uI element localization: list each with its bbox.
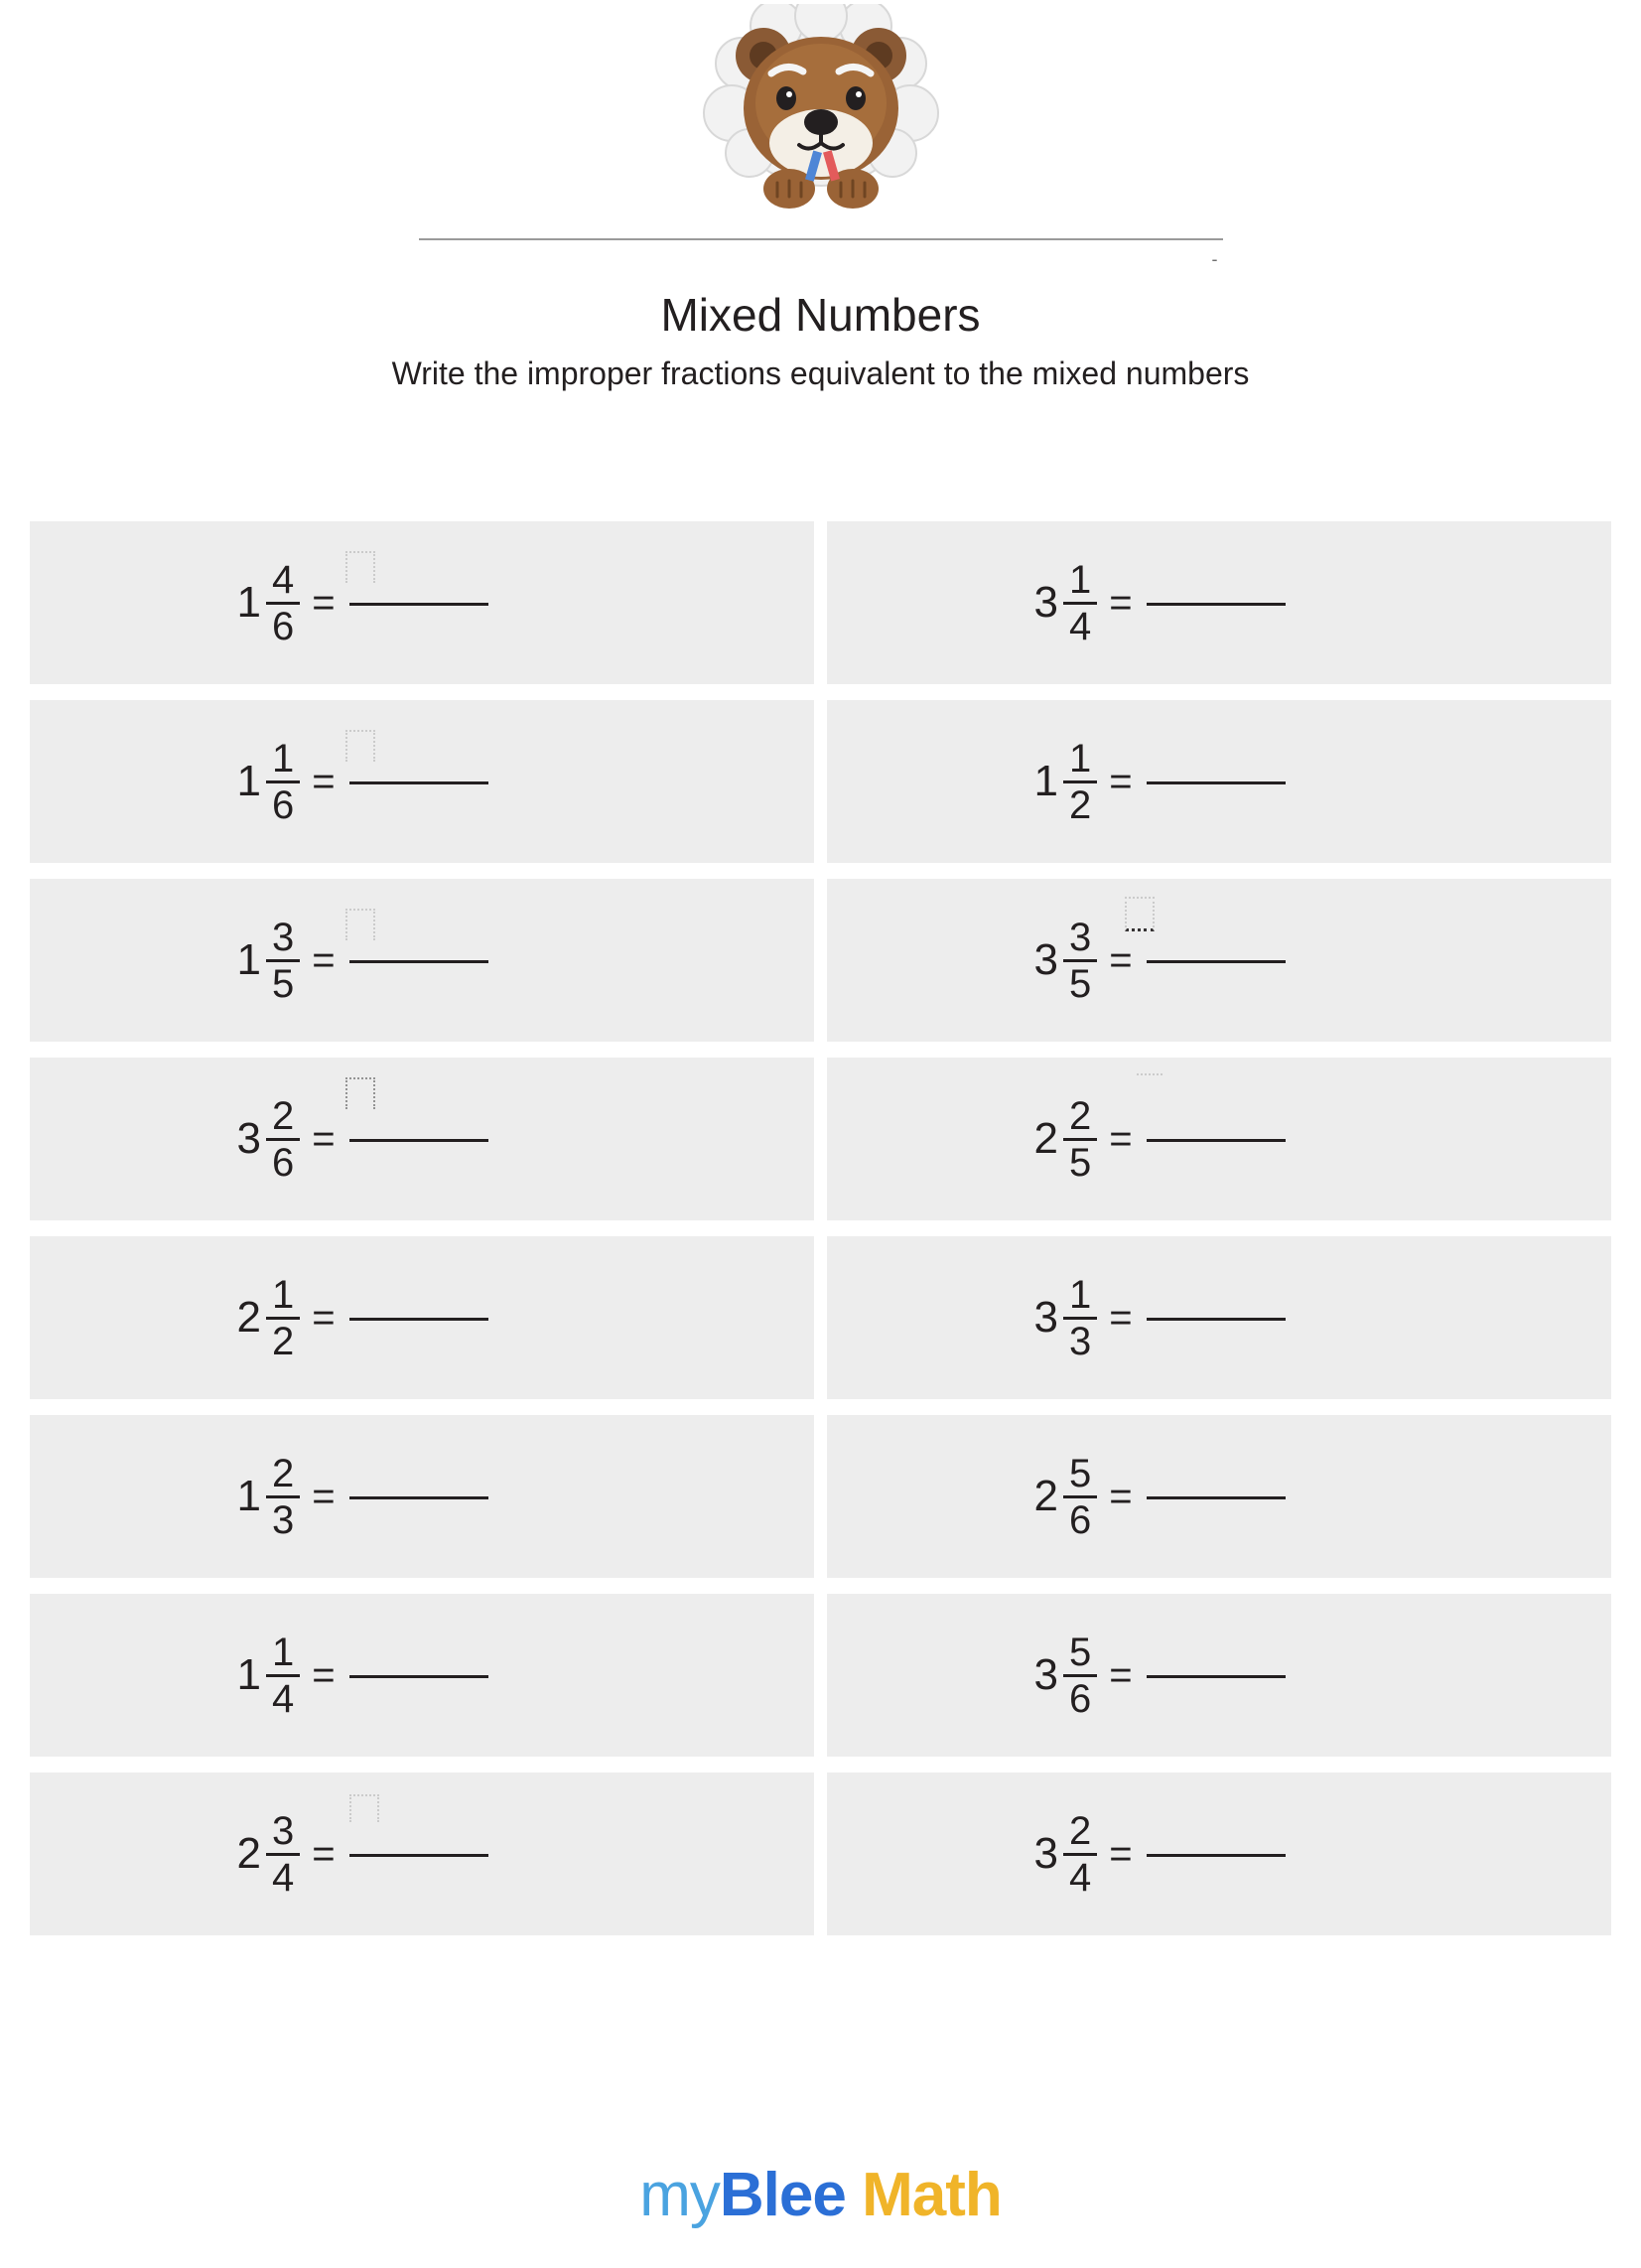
equals-sign: =	[312, 1116, 336, 1161]
answer-blank[interactable]	[349, 1318, 488, 1321]
answer-blank[interactable]	[349, 1854, 488, 1857]
numerator: 4	[271, 557, 295, 602]
denominator: 6	[271, 1140, 295, 1185]
denominator: 4	[271, 1855, 295, 1900]
denominator: 5	[1068, 961, 1092, 1006]
denominator: 6	[1068, 1676, 1092, 1721]
whole-number: 3	[1033, 1293, 1058, 1342]
equals-sign: =	[1109, 1831, 1133, 1876]
numerator: 1	[271, 1272, 295, 1317]
logo-text-my: my	[639, 2161, 720, 2229]
numerator: 5	[1068, 1630, 1092, 1674]
answer-blank[interactable]	[1147, 960, 1286, 963]
denominator: 6	[271, 604, 295, 648]
exercise-item	[827, 1236, 1611, 1399]
numerator: 1	[271, 1630, 295, 1674]
answer-blank[interactable]	[349, 1496, 488, 1499]
exercise-item	[30, 879, 814, 1042]
page-subtitle: Write the improper fractions equivalent to the mixed numbers	[391, 355, 1250, 391]
equals-sign: =	[1109, 580, 1133, 625]
exercise-item	[30, 1772, 814, 1935]
denominator: 4	[271, 1676, 295, 1721]
answer-blank[interactable]	[1147, 603, 1286, 606]
numerator: 3	[271, 1808, 295, 1853]
numerator: 3	[271, 915, 295, 959]
whole-number: 3	[1033, 1650, 1058, 1699]
fraction	[1063, 1094, 1097, 1185]
exercise-item	[827, 1415, 1611, 1578]
equals-sign: =	[312, 1831, 336, 1876]
equals-sign: =	[1109, 1652, 1133, 1697]
exercise-item	[827, 1772, 1611, 1935]
answer-blank[interactable]	[349, 1139, 488, 1142]
exercise-item	[30, 1415, 814, 1578]
equals-sign: =	[1109, 1474, 1133, 1518]
fraction	[266, 1094, 300, 1185]
numerator: 5	[1068, 1451, 1092, 1495]
answer-blank[interactable]	[1147, 1318, 1286, 1321]
whole-number: 1	[236, 935, 261, 984]
denominator: 3	[1068, 1319, 1092, 1363]
logo-text-blee: Blee	[719, 2161, 846, 2229]
denominator: 4	[1068, 1855, 1092, 1900]
answer-blank[interactable]	[349, 603, 488, 606]
equals-sign: =	[312, 1295, 336, 1340]
exercise-item	[827, 521, 1611, 684]
numerator: 1	[271, 736, 295, 780]
denominator: 2	[1068, 782, 1092, 827]
fraction	[1063, 1809, 1097, 1900]
exercise-item	[30, 1236, 814, 1399]
equals-sign: =	[1109, 1116, 1133, 1161]
equals-sign: =	[312, 1652, 336, 1697]
fraction	[1063, 1452, 1097, 1542]
denominator: 5	[1068, 1140, 1092, 1185]
numerator: 3	[1068, 915, 1092, 959]
numerator: 2	[271, 1093, 295, 1138]
brand-logo	[0, 2160, 1641, 2230]
whole-number: 1	[1033, 757, 1058, 805]
fraction	[266, 558, 300, 648]
answer-blank[interactable]	[349, 960, 488, 963]
fraction	[1063, 737, 1097, 827]
denominator: 6	[271, 782, 295, 827]
numerator: 2	[1068, 1093, 1092, 1138]
whole-number: 3	[1033, 1829, 1058, 1878]
exercise-item	[30, 700, 814, 863]
equals-sign: =	[312, 580, 336, 625]
fraction	[266, 1630, 300, 1721]
denominator: 4	[1068, 604, 1092, 648]
fraction	[266, 916, 300, 1006]
denominator: 5	[271, 961, 295, 1006]
fraction	[266, 1273, 300, 1363]
fraction	[1063, 558, 1097, 648]
fraction	[266, 737, 300, 827]
whole-number: 3	[236, 1114, 261, 1163]
answer-blank[interactable]	[1147, 781, 1286, 784]
header-divider	[419, 238, 1223, 240]
numerator: 1	[1068, 736, 1092, 780]
answer-blank[interactable]	[1147, 1854, 1286, 1857]
bear-mascot-icon	[672, 4, 970, 262]
equals-sign: =	[1109, 1295, 1133, 1340]
whole-number: 1	[236, 1650, 261, 1699]
exercise-item	[30, 1058, 814, 1220]
denominator: 2	[271, 1319, 295, 1363]
answer-blank[interactable]	[1147, 1496, 1286, 1499]
whole-number: 3	[1033, 578, 1058, 627]
numerator: 1	[1068, 557, 1092, 602]
equals-sign: =	[1109, 759, 1133, 803]
exercise-item	[827, 700, 1611, 863]
page-title: Mixed Numbers	[660, 289, 981, 341]
whole-number: 1	[236, 1472, 261, 1520]
fraction	[266, 1809, 300, 1900]
exercise-grid	[30, 521, 1611, 1935]
whole-number: 1	[236, 757, 261, 805]
whole-number: 2	[1033, 1114, 1058, 1163]
fraction	[1063, 1630, 1097, 1721]
denominator: 3	[271, 1497, 295, 1542]
whole-number: 1	[236, 578, 261, 627]
header-rule-tick: -	[1211, 249, 1218, 269]
equals-sign: =	[312, 1474, 336, 1518]
equals-sign: =	[312, 759, 336, 803]
numerator: 2	[271, 1451, 295, 1495]
answer-blank[interactable]	[1147, 1675, 1286, 1678]
answer-blank[interactable]	[349, 1675, 488, 1678]
whole-number: 2	[1033, 1472, 1058, 1520]
exercise-item	[30, 521, 814, 684]
numerator: 1	[1068, 1272, 1092, 1317]
numerator: 2	[1068, 1808, 1092, 1853]
fraction	[1063, 916, 1097, 1006]
exercise-item	[827, 879, 1611, 1042]
answer-blank[interactable]	[349, 781, 488, 784]
whole-number: 2	[236, 1293, 261, 1342]
fraction	[1063, 1273, 1097, 1363]
fraction	[266, 1452, 300, 1542]
exercise-item	[827, 1058, 1611, 1220]
denominator: 6	[1068, 1497, 1092, 1542]
equals-sign: =	[312, 937, 336, 982]
whole-number: 2	[236, 1829, 261, 1878]
exercise-item	[30, 1594, 814, 1757]
exercise-item	[827, 1594, 1611, 1757]
logo-text-math: Math	[862, 2161, 1002, 2229]
worksheet-header	[0, 0, 1641, 288]
equals-sign: =	[1109, 937, 1133, 982]
whole-number: 3	[1033, 935, 1058, 984]
answer-blank[interactable]	[1147, 1139, 1286, 1142]
